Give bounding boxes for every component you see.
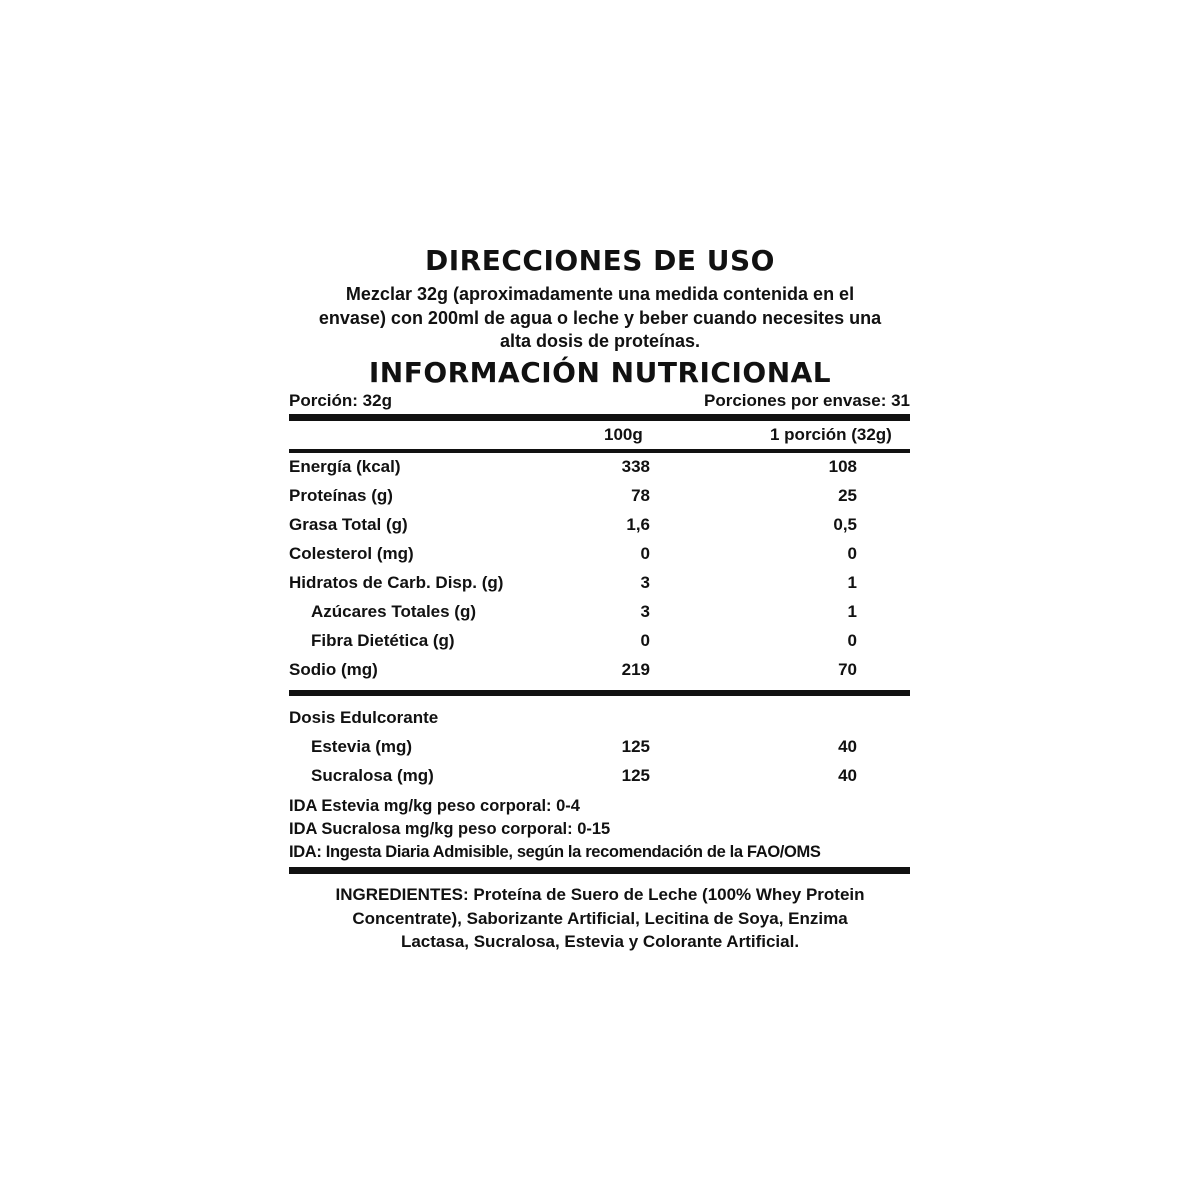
sweetener-row [289,737,910,763]
nutrient-label: Hidratos de Carb. Disp. (g) [289,573,504,592]
servings-per-container: Porciones por envase: 31 [704,391,910,410]
value-100g: 3 [640,573,650,592]
directions-line: Mezclar 32g (aproximadamente una medida contenida en el [345,284,855,304]
thick-divider [289,867,910,874]
directions-line: alta dosis de proteínas. [499,331,701,351]
nutrient-label: Proteínas (g) [289,486,393,505]
column-header-100g: 100g [604,425,643,444]
nutrient-label: Grasa Total (g) [289,515,408,534]
value-portion: 0 [847,544,857,563]
value-portion: 40 [838,737,857,756]
thick-divider [289,690,910,696]
value-100g: 3 [640,602,650,621]
directions-text [270,283,930,354]
serving-size: Porción: 32g [289,391,392,410]
value-100g: 125 [621,766,650,785]
value-100g: 0 [640,544,650,563]
sweetener-heading-row [289,708,910,734]
value-100g: 78 [631,486,650,505]
nutrient-row [289,602,910,628]
nutrient-row [289,544,910,570]
ida-note: IDA Sucralosa mg/kg peso corporal: 0-15 [289,820,611,838]
ingredients-line: Lactasa, Sucralosa, Estevia y Colorante Artificial. [400,932,800,951]
ingredients-lead: INGREDIENTES: [335,885,469,904]
ingredients-line: Concentrate), Saborizante Artificial, Lecitina de Soya, Enzima [352,908,848,928]
ingredients-line [280,883,920,907]
nutrient-label: Colesterol (mg) [289,544,414,563]
thick-divider [289,414,910,421]
nutrient-row [289,515,910,541]
nutrient-label: Azúcares Totales (g) [311,602,477,621]
directions-title: DIRECCIONES DE USO [425,244,775,277]
directions-line: envase) con 200ml de agua o leche y beber cuando necesites una [318,307,882,328]
ida-note: IDA Estevia mg/kg peso corporal: 0-4 [289,797,580,815]
value-100g: 0 [640,631,650,650]
nutrient-label: Energía (kcal) [289,457,401,476]
nutrient-label: Fibra Dietética (g) [311,631,455,650]
value-portion: 70 [838,660,857,679]
ingredients-text: Proteína de Suero de Leche (100% Whey Protein [473,885,865,904]
nutrient-row [289,660,910,686]
sweetener-heading: Dosis Edulcorante [289,708,439,727]
value-portion: 1 [847,573,857,592]
sweetener-label: Estevia (mg) [311,737,413,756]
value-portion: 108 [828,457,857,476]
nutrient-row [289,631,910,657]
value-100g: 125 [621,737,650,756]
value-100g: 1,6 [626,515,650,534]
ingredients-block [280,883,920,954]
value-portion: 0 [847,631,857,650]
header-divider [289,449,910,453]
sweetener-label: Sucralosa (mg) [311,766,434,785]
value-portion: 0,5 [833,515,857,534]
value-portion: 25 [838,486,857,505]
value-100g: 338 [621,457,650,476]
nutrient-row [289,573,910,599]
nutrient-row [289,486,910,512]
ida-note: IDA: Ingesta Diaria Admisible, según la recomendación de la FAO/OMS [289,843,821,861]
nutrition-title: INFORMACIÓN NUTRICIONAL [368,356,832,389]
value-portion: 1 [847,602,857,621]
sweetener-row [289,766,910,792]
value-100g: 219 [621,660,650,679]
value-portion: 40 [838,766,857,785]
column-header-portion: 1 porción (32g) [770,425,892,444]
nutrient-row [289,457,910,483]
nutrient-label: Sodio (mg) [289,660,378,679]
